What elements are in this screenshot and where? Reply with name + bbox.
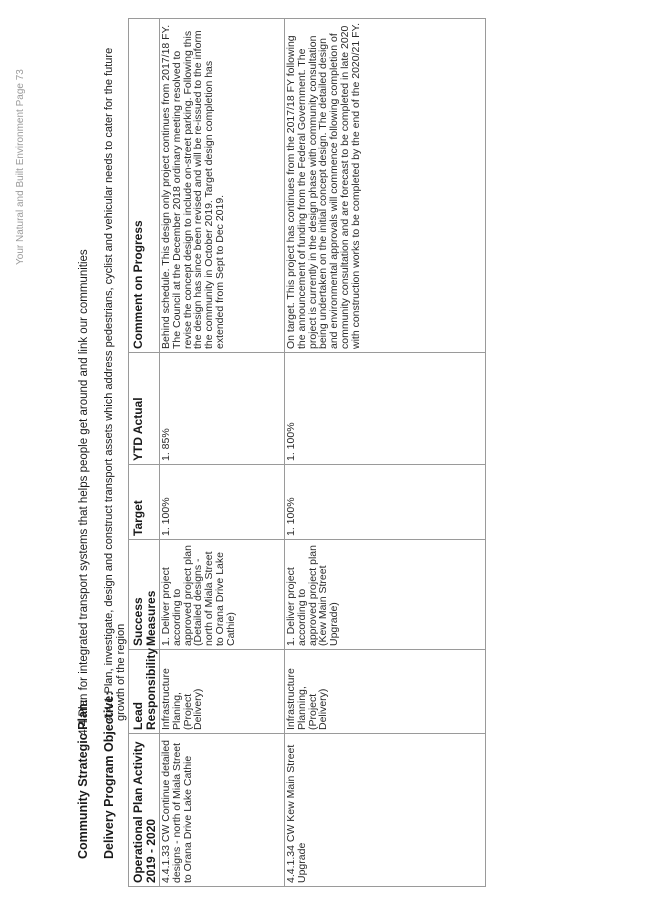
operational-plan-table	[128, 18, 486, 887]
cell-lead: Infrastructure Planning, (Project Delivery)	[285, 650, 486, 734]
strategic-plan-label: Community Strategic Plan:	[76, 699, 90, 859]
page-footer: Your Natural and Built Environment Page 73	[15, 69, 26, 265]
cell-comment: On target. This project has continues from the 2017/18 FY following the announcement of funding from the Federal Government. The project is currently in the design phase with community consultation being undertaken on the initial concept design. The detailed design and environmental approvals will commence following completion of community consultation and are forecast to be completed in late 2020 with construction works to be completed by the end of the 2020/21 FY.	[285, 19, 486, 353]
header-activity: Operational Plan Activity 2019 - 2020	[129, 734, 160, 887]
header-ytd: YTD Actual	[129, 353, 160, 465]
table-row	[285, 19, 486, 887]
delivery-objective-label: Delivery Program Objective:	[102, 691, 116, 859]
delivery-objective-line	[103, 21, 127, 859]
header-target: Target	[129, 465, 160, 540]
cell-activity: 4.4.1.34 CW Kew Main Street Upgrade	[285, 734, 486, 887]
cell-measures: 1. Deliver project according to approved project plan (Kew Main Street Upgrade)	[285, 540, 486, 650]
table-row	[160, 19, 285, 887]
cell-activity: 4.4.1.33 CW Continue detailed designs - north of Miala Street to Orana Drive Lake Cathie	[160, 734, 285, 887]
header-measures: Success Measures	[129, 540, 160, 650]
delivery-objective-value: 4.4.1 Plan, investigate, design and construct transport assets which address pedestrians, cyclist and vehicular needs to cater for the future growth of the region	[103, 47, 127, 721]
strategic-plan-line	[76, 249, 90, 859]
operational-plan-table-wrap	[128, 19, 486, 887]
cell-comment: Behind schedule. This design only project continues from 2017/18 FY. The Council at the December 2018 ordinary meeting resolved to revise the concept design to include on-street parking. Following this the design has since been revised and will be re-issued to the inform the community in October 2019. Target design completion has extended from Sept to Dec 2019.	[160, 19, 285, 353]
cell-target: 1. 100%	[160, 465, 285, 540]
header-lead: Lead Responsibility	[129, 650, 160, 734]
cell-measures: 1. Deliver project according to approved project plan (Detailed designs - north of Miala Street to Orana Drive Lake Cathie)	[160, 540, 285, 650]
cell-ytd: 1. 100%	[285, 353, 486, 465]
strategic-plan-value: 4.4 Plan for integrated transport systems that helps people get around and link our communities	[78, 249, 90, 736]
cell-target: 1. 100%	[285, 465, 486, 540]
table-header-row	[129, 19, 160, 887]
header-comment: Comment on Progress	[129, 19, 160, 353]
cell-lead: Infrastructure Planing, (Project Delivery)	[160, 650, 285, 734]
cell-ytd: 1. 85%	[160, 353, 285, 465]
